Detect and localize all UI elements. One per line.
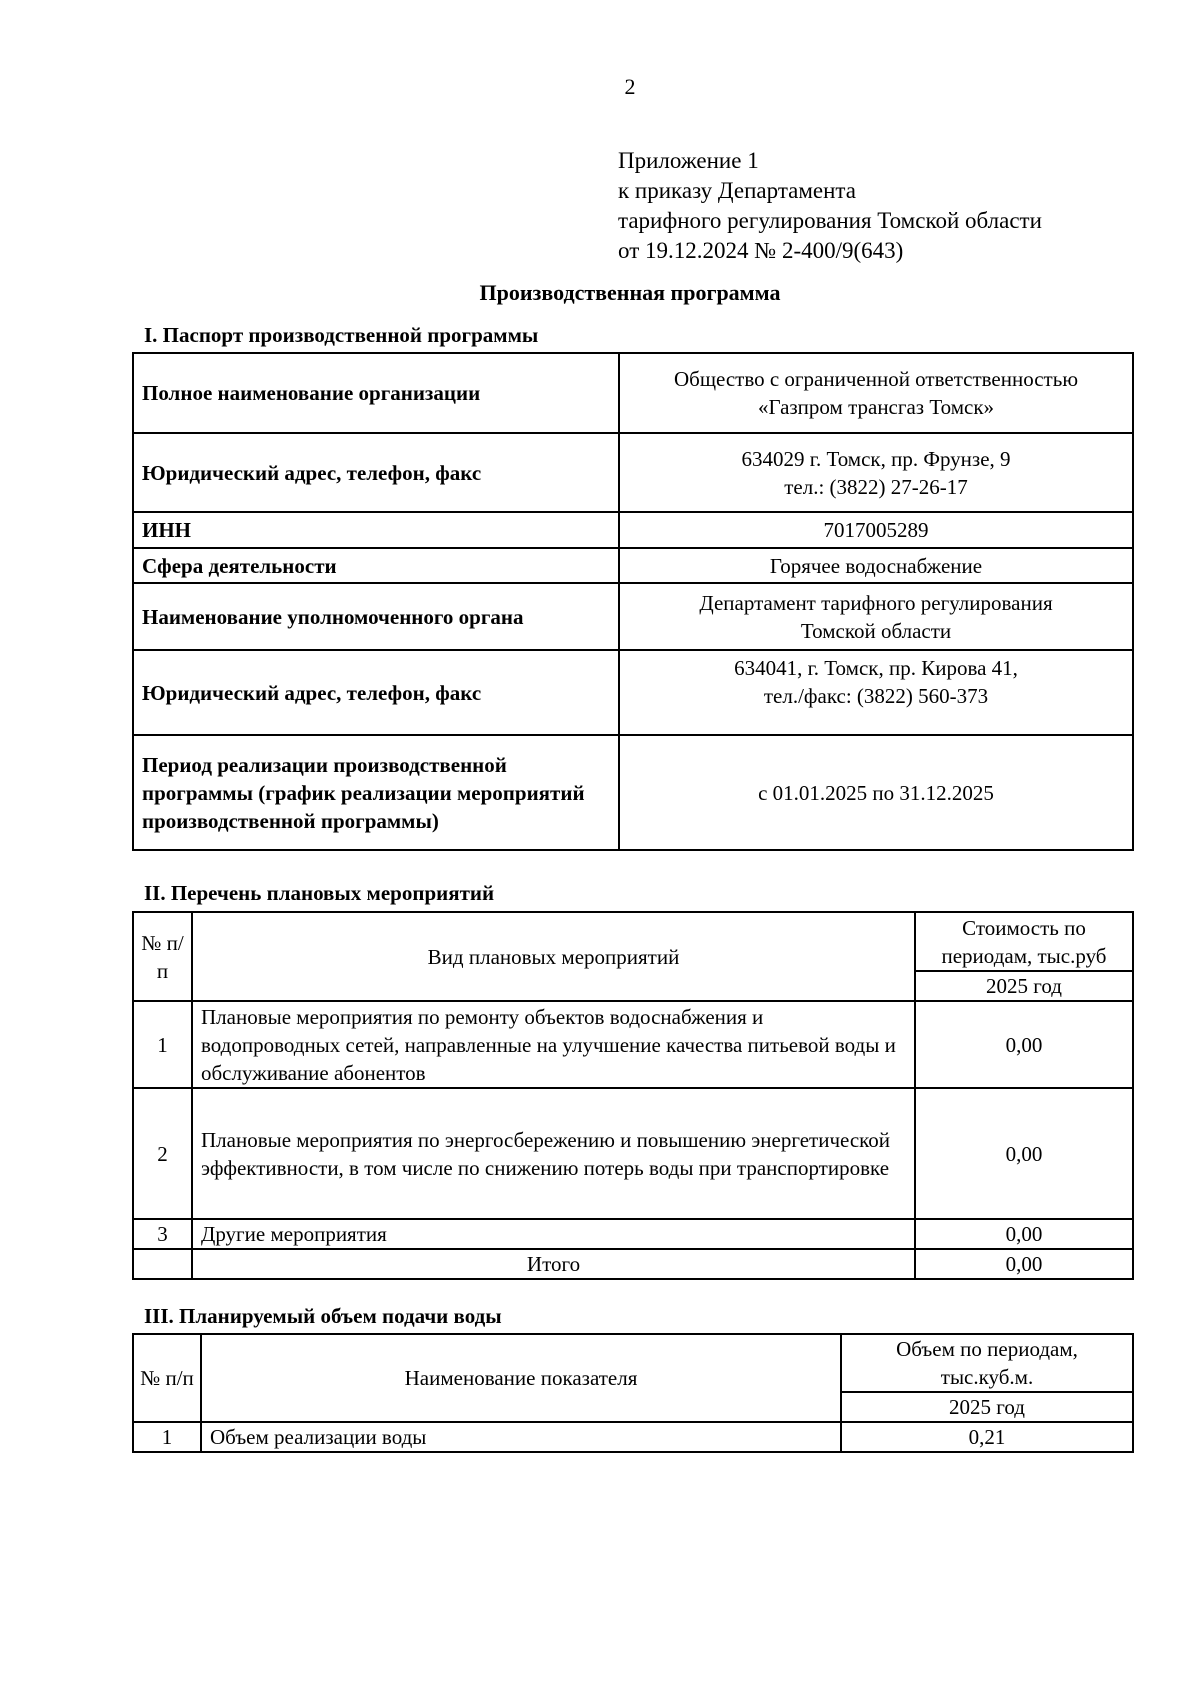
header-name: Наименование показателя bbox=[201, 1334, 841, 1422]
row-name: Объем реализации воды bbox=[201, 1422, 841, 1452]
row-num: 3 bbox=[133, 1219, 192, 1249]
passport-value: Общество с ограниченной ответственностью «Газпром трансгаз Томск» bbox=[619, 353, 1133, 433]
table-row bbox=[133, 548, 1133, 583]
passport-value: 634029 г. Томск, пр. Фрунзе, 9 тел.: (3822) 27-26-17 bbox=[619, 433, 1133, 512]
passport-value: Горячее водоснабжение bbox=[619, 548, 1133, 583]
row-value: 0,21 bbox=[841, 1422, 1133, 1452]
table-row bbox=[133, 353, 1133, 433]
table-header-row bbox=[133, 912, 1133, 971]
row-name: Плановые мероприятия по энергосбережению и повышению энергетической эффективности, в том числе по снижению потерь воды при транспортировке bbox=[192, 1088, 915, 1219]
document-title: Производственная программа bbox=[479, 280, 781, 305]
section2-heading: II. Перечень плановых мероприятий bbox=[144, 881, 495, 905]
passport-label: Юридический адрес, телефон, факс bbox=[133, 650, 619, 735]
header-year: 2025 год bbox=[841, 1392, 1133, 1422]
page-number: 2 bbox=[624, 74, 636, 99]
row-value: 0,00 bbox=[915, 1219, 1133, 1249]
appendix-line: к приказу Департамента bbox=[618, 178, 856, 203]
passport-label: Сфера деятельности bbox=[133, 548, 619, 583]
header-volume: Объем по периодам, тыс.куб.м. bbox=[841, 1334, 1133, 1392]
table-row bbox=[133, 1001, 1133, 1088]
table-row bbox=[133, 583, 1133, 650]
header-name: Вид плановых мероприятий bbox=[192, 912, 915, 1001]
passport-value: с 01.01.2025 по 31.12.2025 bbox=[619, 735, 1133, 850]
table-row bbox=[133, 735, 1133, 850]
passport-label: Период реализации производственной программы (график реализации мероприятий производственной программы) bbox=[133, 735, 619, 850]
table-row bbox=[133, 512, 1133, 548]
total-value: 0,00 bbox=[915, 1249, 1133, 1279]
passport-value: Департамент тарифного регулирования Томской области bbox=[619, 583, 1133, 650]
header-year: 2025 год bbox=[915, 971, 1133, 1001]
appendix-block bbox=[618, 146, 1042, 266]
table-row bbox=[133, 650, 1133, 735]
appendix-line: Приложение 1 bbox=[618, 148, 759, 173]
passport-label: ИНН bbox=[133, 512, 619, 548]
passport-table bbox=[132, 352, 1134, 851]
passport-value: 7017005289 bbox=[619, 512, 1133, 548]
row-value: 0,00 bbox=[915, 1088, 1133, 1219]
row-num bbox=[133, 1249, 192, 1279]
table-row bbox=[133, 1219, 1133, 1249]
row-name: Другие мероприятия bbox=[192, 1219, 915, 1249]
row-name: Плановые мероприятия по ремонту объектов водоснабжения и водопроводных сетей, направленные на улучшение качества питьевой воды и обслуживание абонентов bbox=[192, 1001, 915, 1088]
header-cost: Стоимость по периодам, тыс.руб bbox=[915, 912, 1133, 971]
appendix-line: тарифного регулирования Томской области bbox=[618, 208, 1042, 233]
table-total-row bbox=[133, 1249, 1133, 1279]
passport-label: Полное наименование организации bbox=[133, 353, 619, 433]
section3-heading: III. Планируемый объем подачи воды bbox=[144, 1304, 502, 1328]
total-label: Итого bbox=[192, 1249, 915, 1279]
table-header-row bbox=[133, 1334, 1133, 1392]
passport-label: Наименование уполномоченного органа bbox=[133, 583, 619, 650]
section1-heading: I. Паспорт производственной программы bbox=[144, 323, 539, 347]
row-num: 1 bbox=[133, 1001, 192, 1088]
table-row bbox=[133, 1088, 1133, 1219]
appendix-line: от 19.12.2024 № 2-400/9(643) bbox=[618, 238, 904, 263]
header-num: № п/п bbox=[133, 912, 192, 1001]
water-volume-table bbox=[132, 1333, 1134, 1453]
table-row bbox=[133, 433, 1133, 512]
row-num: 1 bbox=[133, 1422, 201, 1452]
table-row bbox=[133, 1422, 1133, 1452]
passport-value: 634041, г. Томск, пр. Кирова 41, тел./факс: (3822) 560-373 bbox=[619, 650, 1133, 735]
row-value: 0,00 bbox=[915, 1001, 1133, 1088]
measures-table bbox=[132, 911, 1134, 1280]
header-num: № п/п bbox=[133, 1334, 201, 1422]
row-num: 2 bbox=[133, 1088, 192, 1219]
passport-label: Юридический адрес, телефон, факс bbox=[133, 433, 619, 512]
